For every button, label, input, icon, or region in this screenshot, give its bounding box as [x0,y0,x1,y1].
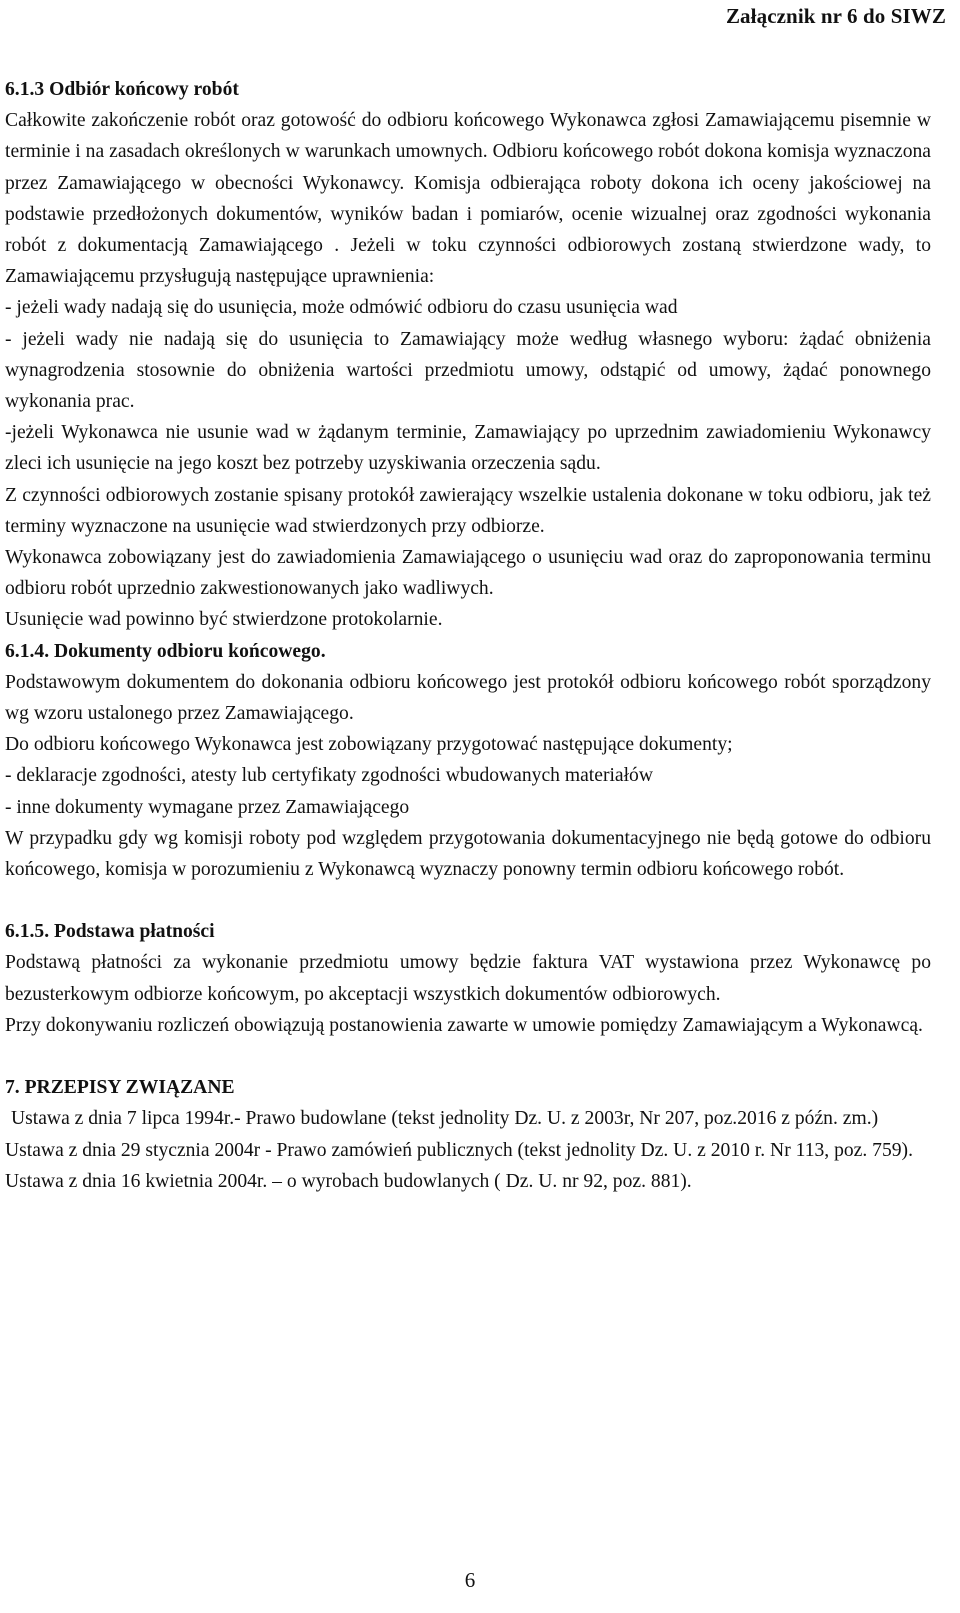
list-item: - inne dokumenty wymagane przez Zamawiającego [5,796,410,818]
paragraph: -jeżeli Wykonawca nie usunie wad w żądanym terminie, Zamawiający po uprzednim zawiadomieniu Wykonawcy zleci ich usunięcie na jego koszt bez potrzeby uzyskiwania orzeczenia sądu. [5,422,931,475]
paragraph: W przypadku gdy wg komisji roboty pod względem przygotowania dokumentacyjnego nie będą gotowe do odbioru końcowego, komisja w porozumieniu z Wykonawcą wyznaczy ponowny termin odbioru końcowego robót. [5,827,931,881]
paragraph: Całkowite zakończenie robót oraz gotowość do odbioru końcowego Wykonawca zgłosi Zamawiającemu pisemnie w terminie i na zasadach określonych w warunkach umownych. Odbioru końcowego robót dokona komisja wyznaczona przez Zamawiającego w obecności Wykonawcy. Komisja odbierająca roboty dokona ich oceny jakościowej na podstawie przedłożonych dokumentów, wyników badan i pomiarów, ocenie wizualnej oraz zgodności wykonania robót z dokumentacją Zamawiającego . Jeżeli w toku czynności odbiorowych zostaną stwierdzone wady, to Zamawiającemu przysługują następujące uprawnienia: [5,110,931,288]
document-body [5,74,931,1197]
paragraph: - jeżeli wady nie nadają się do usunięcia to Zamawiający może według własnego wyboru: żądać obniżenia wynagrodzenia stosownie do obniżenia wartości przedmiotu umowy, odstąpić od umowy, żądać ponownego wykonania prac. [5,328,931,413]
paragraph: Z czynności odbiorowych zostanie spisany protokół zawierający wszelkie ustalenia dokonane w toku odbioru, jak też terminy wyznaczone na usunięcie wad stwierdzonych przy odbiorze. [5,484,931,537]
list-item: - deklaracje zgodności, atesty lub certyfikaty zgodności wbudowanych materiałów [5,765,654,787]
attachment-label: Załącznik nr 6 do SIWZ [725,4,946,28]
section-heading-7: 7. PRZEPISY ZWIĄZANE [5,1077,235,1099]
paragraph: Podstawowym dokumentem do dokonania odbioru końcowego jest protokół odbioru końcowego robót sporządzony wg wzoru ustalonego przez Zamawiającego. [5,671,931,725]
paragraph: - jeżeli wady nadają się do usunięcia, może odmówić odbioru do czasu usunięcia wad [5,297,678,319]
paragraph: Usunięcie wad powinno być stwierdzone protokolarnie. [5,609,443,631]
spacer [5,885,931,916]
page-number: 6 [464,1568,476,1592]
paragraph: Podstawą płatności za wykonanie przedmiotu umowy będzie faktura VAT wystawiona przez Wykonawcę po bezusterkowym odbiorze końcowym, po akceptacji wszystkich dokumentów odbiorowych. [5,952,931,1005]
section-heading-6-1-4: 6.1.4. Dokumenty odbioru końcowego. [5,640,326,662]
paragraph: Do odbioru końcowego Wykonawca jest zobowiązany przygotować następujące dokumenty; [5,734,733,756]
paragraph: Przy dokonywaniu rozliczeń obowiązują postanowienia zawarte w umowie pomiędzy Zamawiającym a Wykonawcą. [5,1014,923,1036]
spacer [5,1041,931,1072]
section-heading-6-1-3: 6.1.3 Odbiór końcowy robót [5,79,239,100]
paragraph: Wykonawca zobowiązany jest do zawiadomienia Zamawiającego o usunięciu wad oraz do zaproponowania terminu odbioru robót uprzednio zakwestionowanych jako wadliwych. [5,547,931,600]
regulation-item: Ustawa z dnia 29 stycznia 2004r - Prawo zamówień publicznych (tekst jednolity Dz. U. z 2010 r. Nr 113, poz. 759). [5,1139,913,1161]
section-heading-6-1-5: 6.1.5. Podstawa płatności [5,921,215,943]
regulation-item: Ustawa z dnia 16 kwietnia 2004r. – o wyrobach budowlanych ( Dz. U. nr 92, poz. 881). [5,1170,692,1192]
regulation-item: Ustawa z dnia 7 lipca 1994r.- Prawo budowlane (tekst jednolity Dz. U. z 2003r, Nr 207, poz.2016 z późn. zm.) [11,1108,879,1130]
